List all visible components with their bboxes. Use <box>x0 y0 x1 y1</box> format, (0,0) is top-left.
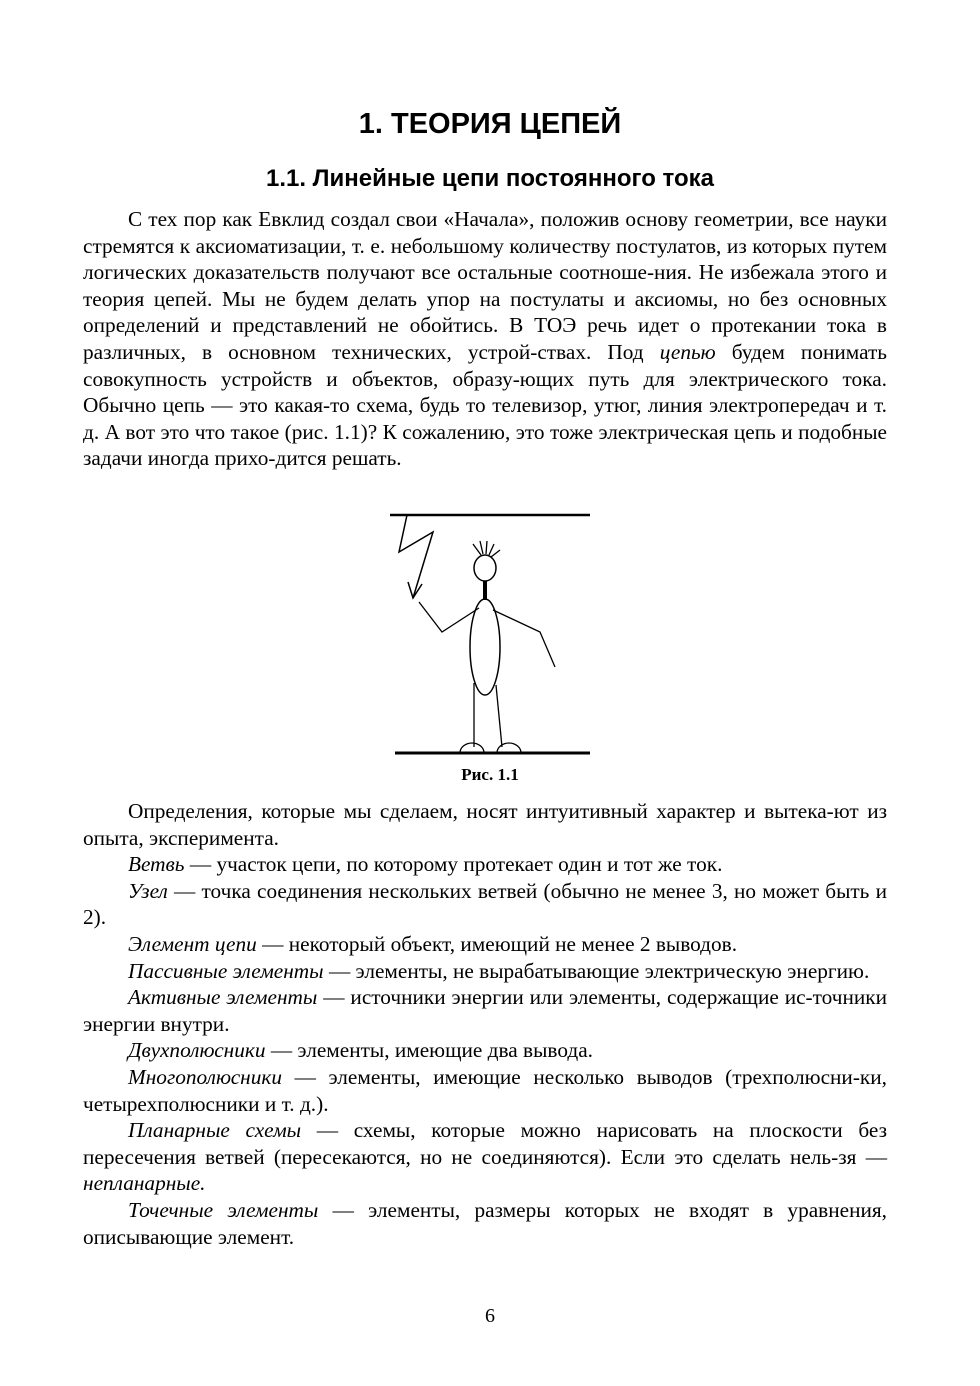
definition-term: Узел <box>128 878 168 903</box>
definition-item <box>83 1064 887 1117</box>
definition-text: — элементы, имеющие несколько выводов (трехполюсни-ки, четырехполюсники и т. д.). <box>83 1064 887 1116</box>
definition-term: Активные элементы <box>128 985 318 1010</box>
definition-text: — точка соединения нескольких ветвей (обычно не менее 3, но может быть и 2). <box>83 878 887 930</box>
definitions-section <box>83 798 887 1250</box>
stick-man-body <box>470 599 500 695</box>
definition-text: — некоторый объект, имеющий не менее 2 выводов. <box>262 931 738 956</box>
definition-text: — участок цепи, по которому протекает один и тот же ток. <box>189 852 723 877</box>
stick-man-right-arm <box>493 610 555 667</box>
definition-term: Многополюсники <box>128 1064 282 1089</box>
definition-text: — источники энергии или элементы, содержащие ис-точники энергии внутри. <box>83 985 888 1036</box>
hair-strand <box>486 541 487 554</box>
definition-item <box>83 1037 887 1064</box>
definition-item <box>83 984 887 1037</box>
definition-term: Элемент цепи <box>128 931 257 956</box>
definition-text: — элементы, размеры которых не входят в уравнения, описывающие элемент. <box>83 1197 887 1249</box>
definition-item <box>83 1117 887 1197</box>
figure-caption: Рис. 1.1 <box>461 765 519 784</box>
hair-strand <box>473 544 481 555</box>
intro-term: цепью <box>659 339 716 364</box>
definition-text: — схемы, которые можно нарисовать на плоскости без пересечения ветвей (пересекаются, но не соединяются). Если это сделать нель-зя — <box>83 1118 887 1169</box>
definition-item <box>83 1197 887 1250</box>
stick-man-left-arm <box>419 602 479 632</box>
definition-term: Пассивные элементы <box>128 958 324 983</box>
intro-text-before: С тех пор как Евклид создал свои «Начала», положив основу геометрии, все науки стремятся к аксиоматизации, т. е. небольшому количеству постулатов, из которых путем логических доказательств получают все остальные соотноше-ния. Не избежала этого и теория цепей. Мы не будем делать упор на постулаты и аксиомы, но без основных определений и представлений не обойтись. В ТОЭ речь идет о протекании тока в различных, в основном технических, устрой-ствах. Под <box>83 207 887 364</box>
intro-paragraph <box>83 206 887 472</box>
definition-term: Планарные схемы <box>128 1118 302 1143</box>
definition-item <box>83 878 887 931</box>
section-title: 1.1. Линейные цепи постоянного тока <box>265 165 714 192</box>
definition-item <box>83 931 887 958</box>
definition-item <box>83 851 887 878</box>
figure-stick-man-illustration <box>385 510 595 760</box>
definition-term: Двухполюсники <box>128 1038 266 1063</box>
stick-man-head <box>474 555 496 581</box>
chapter-title: 1. ТЕОРИЯ ЦЕПЕЙ <box>358 108 622 140</box>
definition-item <box>83 958 887 985</box>
page-number: 6 <box>485 1305 495 1327</box>
stick-man-right-leg <box>496 685 502 747</box>
definition-text: — элементы, не вырабатывающие электрическую энергию. <box>328 958 870 983</box>
hair-strand <box>491 550 500 557</box>
definition-term: Точечные элементы <box>128 1197 319 1222</box>
definition-text: — элементы, имеющие два вывода. <box>270 1038 593 1063</box>
hair-strand <box>489 544 494 555</box>
definition-tail-term: непланарные. <box>83 1171 206 1196</box>
intro-text-after: будем понимать совокупность устройств и объектов, образу-ющих путь для электрического тока. Обычно цепь — это какая-то схема, будь то телевизор, утюг, линия электропередач и т. д. А вот это что такое (рис. 1.1)? К сожалению, это тоже электрическая цепь и подобные задачи иногда прихо-дится решать. <box>83 339 888 471</box>
hair-strand <box>480 541 483 554</box>
definition-term: Ветвь <box>128 852 185 877</box>
definitions-intro: Определения, которые мы сделаем, носят интуитивный характер и вытека-ют из опыта, эксперимента. <box>83 799 887 850</box>
lightning-bolt-icon <box>399 515 433 598</box>
